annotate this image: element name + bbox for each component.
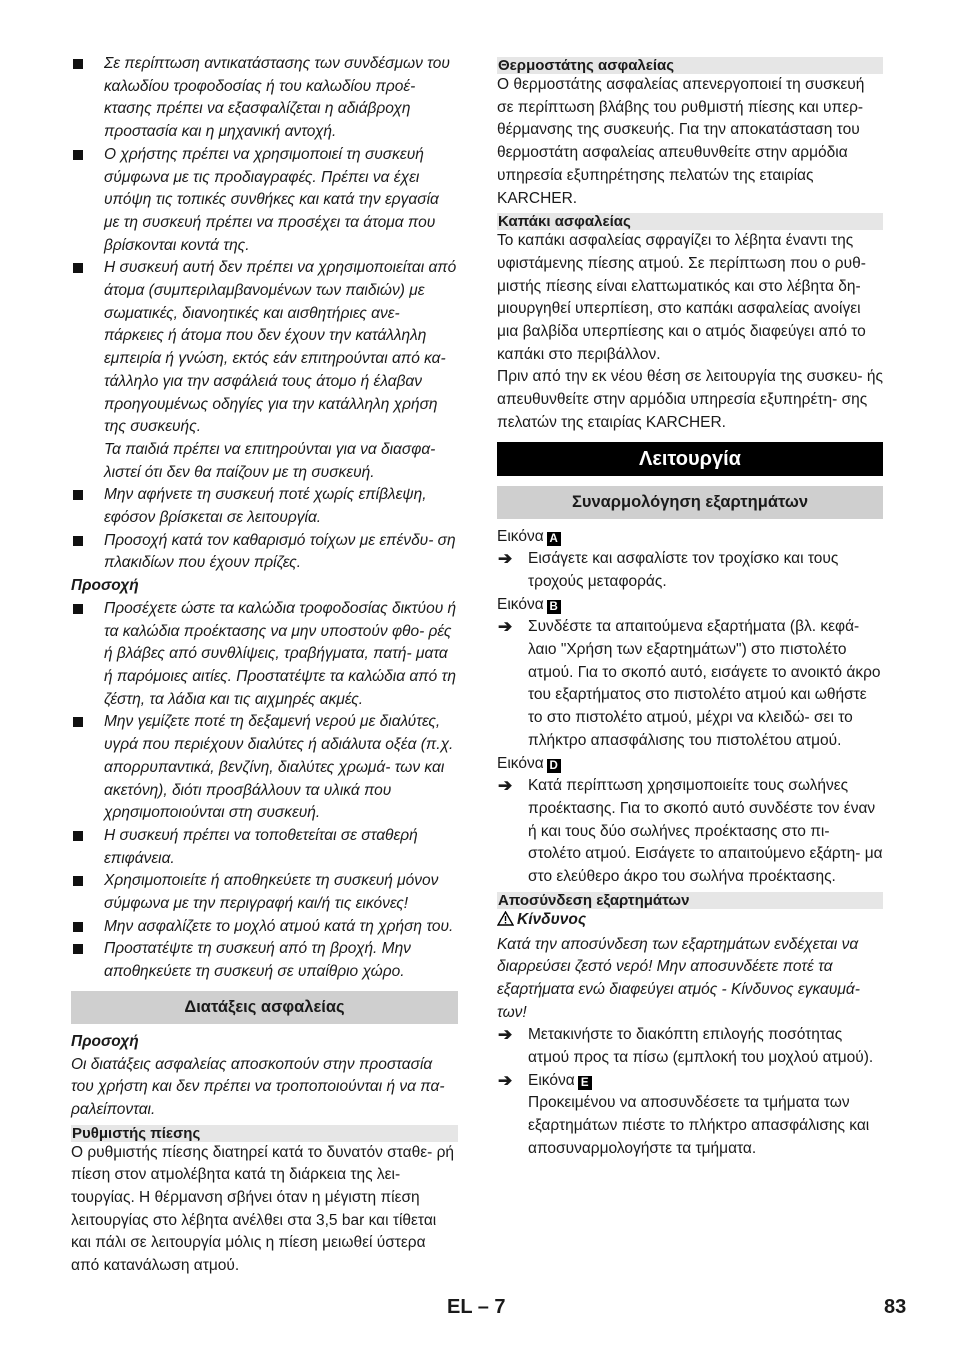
list-item: Μην γεμίζετε ποτέ τη δεξαμενή νερού με διαλύτες, υγρά που περιέχουν διαλύτες ή αδιάλυτα οξέα (π.χ. απορρυπαντικά, βενζίνη, διαλύτες χρωμά- των και ακετόνη), διότι προσβάλλουν τα υλικά που χρησιμοποιούνται στη συσκευή. xyxy=(71,711,458,825)
step-text: Μετακινήστε το διακόπτη επιλογής ποσότητας ατμού προς τα πίσω (εμπλοκή του μοχλού ατμού). xyxy=(528,1026,874,1067)
figure-word: Εικόνα xyxy=(528,1071,575,1089)
list-item: Η συσκευή αυτή δεν πρέπει να χρησιμοποιείται από άτομα (συμπεριλαμβανομένων των παιδιών) με σωματικές, διανοητικές και αισθητήριες ανε- πάρκειες ή άτομα που δεν έχουν την κατάλληλη εμπειρία ή γνώση, εκτός εάν επιτηρούνται από κα- τάλληλο για την ασφάλειά τους άτομο ή έλαβαν προηγουμένως οδηγίες για την κατάλληλη χρήση της συσκευής. xyxy=(71,257,458,439)
figure-word: Εικόνα xyxy=(497,527,544,545)
subheading-safety-cap: Καπάκι ασφαλείας xyxy=(497,213,883,230)
right-column xyxy=(497,53,883,1161)
list-item: Μην αφήνετε τη συσκευή ποτέ χωρίς επίβλεψη, εφόσον βρίσκεται σε λειτουργία. xyxy=(71,484,458,529)
danger-label: Κίνδυνος xyxy=(517,910,587,928)
arrow-right-icon: ➔ xyxy=(498,1025,513,1045)
step-text: Κατά περίπτωση χρησιμοποιείτε τους σωλήνες προέκτασης. Για το σκοπό αυτό συνδέστε τον έναν ή και τους δύο σωλήνες προέκτασης στο πι- στολέτο ατμού. Εισάγετε το απαιτούμενο εξάρτη- μα στο ελεύθερο άκρο του σωλήνα προέκτασης. xyxy=(528,777,883,886)
instruction-step xyxy=(497,1070,883,1161)
list-item: Μην ασφαλίζετε το μοχλό ατμού κατά τη χρήση του. xyxy=(71,916,458,939)
figure-word: Εικόνα xyxy=(497,754,544,772)
list-item: Η συσκευή πρέπει να τοποθετείται σε σταθερή επιφάνεια. xyxy=(71,825,458,870)
subheading-pressure-regulator: Ρυθμιστής πίεσης xyxy=(71,1125,458,1142)
figure-ref-d xyxy=(497,753,883,776)
arrow-right-icon: ➔ xyxy=(498,617,513,637)
danger-label-row xyxy=(497,909,883,934)
figure-letter-badge: E xyxy=(578,1076,592,1090)
figure-word: Εικόνα xyxy=(497,595,544,613)
subheading-safety-thermostat: Θερμοστάτης ασφαλείας xyxy=(497,57,883,74)
list-item: Σε περίπτωση αντικατάστασης των συνδέσμων του καλωδίου τροφοδοσίας ή του καλωδίου προέ- κτασης πρέπει να εξασφαλίζεται η αδιάβροχη προστασία και η μηχανική αντοχή. xyxy=(71,53,458,144)
instruction-step xyxy=(497,548,883,593)
pressure-regulator-text: Ο ρυθμιστής πίεσης διατηρεί κατά το δυνατόν σταθε- ρή πίεση στον ατμολέβητα κατά τη διάρκεια της λει- τουργίας. Η θέρμανση σβήνει όταν η μέγιστη πίεση λειτουργίας στο λέβητα ανέλθει στα 3,5 bar και τίθεται και πάλι σε λειτουργία μόλις η πίεση μειωθεί ύστερα από κατανάλωση ατμού. xyxy=(71,1143,455,1275)
danger-text: Κατά την αποσύνδεση των εξαρτημάτων ενδέχεται να διαρρεύσει ζεστό νερό! Μην αποσυνδέετε ποτέ τα εξαρτήματα ενώ διαφεύγει ατμός - Κίνδυνος εγκαυμά- των! xyxy=(497,935,860,1021)
caution-label: Προσοχή xyxy=(71,577,139,595)
instruction-step xyxy=(497,1024,883,1069)
left-column xyxy=(71,53,458,1278)
instruction-step xyxy=(497,616,883,752)
list-item: Προστατέψτε τη συσκευή από τη βροχή. Μην αποθηκεύετε τη συσκευή σε υπαίθριο χώρο. xyxy=(71,938,458,983)
list-item: Προσοχή κατά τον καθαρισμό τοίχων με επένδυ- ση πλακιδίων που έχουν πρίζες. xyxy=(71,530,458,575)
cap-text-1: Το καπάκι ασφαλείας σφραγίζει το λέβητα έναντι της υφιστάμενης πίεσης ατμού. Σε περίπτωση που ο ρυθ- μιστής πίεσης είναι ελαττωματικός και στο λέβητα δη- μιουργηθεί υπερπίεση, στο καπάκι ασφαλείας ανοίγει μια βαλβίδα υπερπίεσης και ο ατμός διαφεύγει από το καπάκι στο περιβάλλον. xyxy=(497,232,866,363)
section-heading-operation: Λειτουργία xyxy=(497,442,883,476)
footer-page-number: 83 xyxy=(884,1296,907,1318)
subheading-disconnect-accessories: Αποσύνδεση εξαρτημάτων xyxy=(497,892,883,909)
caution-list xyxy=(71,598,458,984)
step-text: Προκειμένου να αποσυνδέσετε τα τμήματα των εξαρτημάτων πιέστε το πλήκτρο απασφάλισης και αποσυναρμολογήστε τα τμήματα. xyxy=(528,1094,870,1157)
warning-triangle-icon xyxy=(497,911,517,934)
figure-ref-a xyxy=(497,526,883,549)
children-note: Τα παιδιά πρέπει να επιτηρούνται για να διασφα- λιστεί ότι δεν θα παίζουν με τη συσκευή. xyxy=(104,440,436,481)
section-heading-safety-devices: Διατάξεις ασφαλείας xyxy=(71,991,458,1024)
safety-instructions-list-1 xyxy=(71,53,458,575)
instruction-step xyxy=(497,775,883,889)
list-item: Χρησιμοποιείτε ή αποθηκεύετε τη συσκευή μόνον σύμφωνα με την περιγραφή και/ή τις εικόνες! xyxy=(71,870,458,915)
thermostat-text: Ο θερμοστάτης ασφαλείας απενεργοποιεί τη συσκευή σε περίπτωση βλάβης του ρυθμιστή πίεσης και υπερ- θέρμανσης της συσκευής. Για την αποκατάσταση του θερμοστάτη ασφαλείας απευθυνθείτε στην αρμόδια υπηρεσία εξυπηρέτησης πελατών της εταιρίας KARCHER. xyxy=(497,76,865,207)
cap-text-2: Πριν από την εκ νέου θέση σε λειτουργία της συσκευ- ής απευθυνθείτε στην αρμόδια υπηρεσία εξυπηρέτη- σης πελατών της εταιρίας KARCHER. xyxy=(497,368,883,431)
section-heading-assembly: Συναρμολόγηση εξαρτημάτων xyxy=(497,486,883,519)
figure-letter-badge: B xyxy=(547,600,561,614)
figure-ref-b xyxy=(497,594,883,617)
arrow-right-icon: ➔ xyxy=(498,549,513,569)
footer-language-page: EL – 7 xyxy=(447,1296,506,1318)
list-item: Προσέχετε ώστε τα καλώδια τροφοδοσίας δικτύου ή τα καλώδια προέκτασης να μην υποστούν φθο- ρές ή βλάβες από συνθλίψεις, τραβήγματα, πατή- ματα ή παρόμοιες αιτίες. Προστατέψτε τα καλώδια από τη ζέστη, τα λάδια και τις αιχμηρές ακμές. xyxy=(71,598,458,712)
arrow-right-icon: ➔ xyxy=(498,1070,513,1090)
figure-letter-badge: D xyxy=(547,759,561,773)
list-item: Ο χρήστης πρέπει να χρησιμοποιεί τη συσκευή σύμφωνα με τις προδιαγραφές. Πρέπει να έχει υπόψη τις τοπικές συνθήκες και κατά την εργασία με τη συσκευή πρέπει να προσέχει τα άτομα που βρίσκονται κοντά της. xyxy=(71,144,458,258)
arrow-right-icon: ➔ xyxy=(498,776,513,796)
safety-caution-label: Προσοχή xyxy=(71,1032,139,1050)
figure-letter-badge: A xyxy=(547,532,561,546)
step-text: Συνδέστε τα απαιτούμενα εξαρτήματα (βλ. κεφά- λαιο "Χρήση των εξαρτημάτων") στο πιστολέτο ατμού. Για το σκοπό αυτό, εισάγετε το ανοικτό άκρο του εξαρτήματος στο πιστολέτο ατμού και ωθήστε το στο πιστολέτο ατμού, μέχρι να κλειδώ- σει το πλήκτρο απασφάλισης του πιστολέτου ατμού. xyxy=(528,618,881,749)
step-text: Εισάγετε και ασφαλίστε τον τροχίσκο και τους τροχούς μεταφοράς. xyxy=(528,550,839,590)
safety-caution-text: Οι διατάξεις ασφαλείας αποσκοπούν στην προστασία του χρήστη και δεν πρέπει να τροποποιούνται ή να πα- ραλείπονται. xyxy=(71,1055,445,1118)
